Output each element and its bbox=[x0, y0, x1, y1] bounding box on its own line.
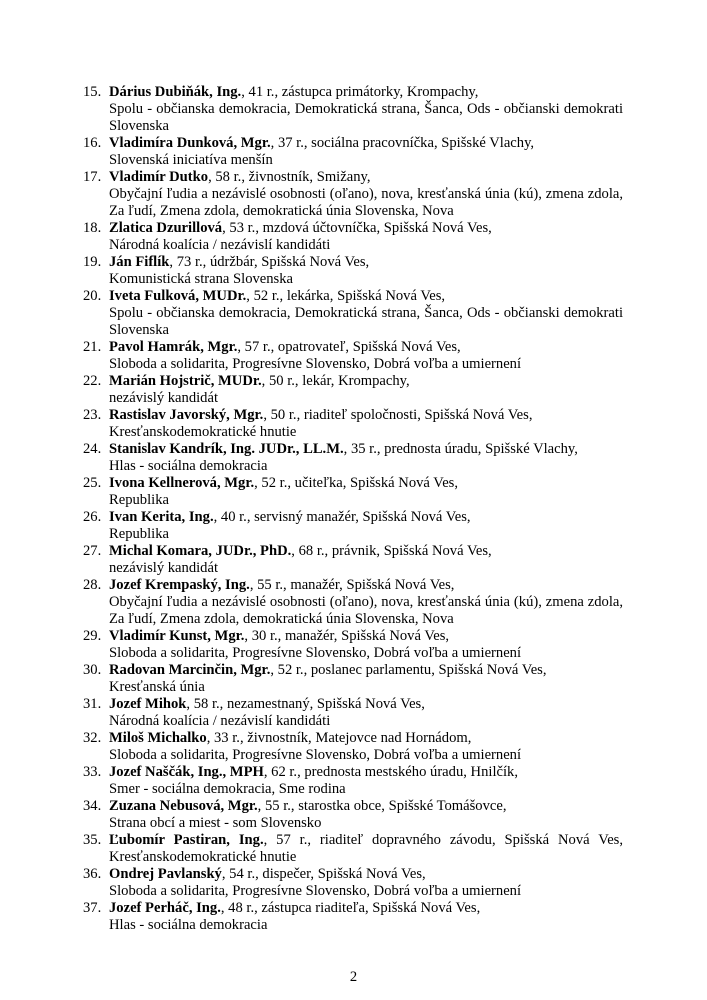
candidate-name: Vladimíra Dunková, Mgr. bbox=[109, 135, 271, 151]
candidate-affiliation: Spolu - občianska demokracia, Demokratická strana, Šanca, Ods - občianski demokrati bbox=[109, 305, 623, 321]
candidate-name: Zlatica Dzurillová bbox=[109, 220, 223, 236]
candidate-affiliation: Obyčajní ľudia a nezávislé osobnosti (oľano), nova, kresťanská únia (kú), zmena zdola, bbox=[109, 594, 623, 610]
candidate-details: , 48 r., zástupca riaditeľa, Spišská Nová Ves, bbox=[220, 900, 481, 916]
candidate-number: 18. bbox=[83, 220, 102, 236]
candidate-name: Iveta Fulková, MUDr. bbox=[109, 288, 247, 304]
candidate-name: Jozef Perháč, Ing. bbox=[109, 900, 221, 916]
candidate-name: Radovan Marcinčin, Mgr. bbox=[109, 662, 271, 678]
candidate-entry bbox=[83, 339, 623, 373]
candidate-name: Michal Komara, JUDr., PhD. bbox=[109, 543, 292, 559]
candidate-details: , 50 r., lekár, Krompachy, bbox=[261, 373, 410, 389]
candidate-entry bbox=[83, 543, 623, 577]
candidate-details: , 50 r., riaditeľ spoločnosti, Spišská Nová Ves, bbox=[263, 407, 533, 423]
candidate-number: 26. bbox=[83, 509, 102, 525]
candidate-affiliation: Kresťanská únia bbox=[109, 679, 205, 695]
candidate-entry bbox=[83, 407, 623, 441]
candidate-entry bbox=[83, 798, 623, 832]
candidate-affiliation: Spolu - občianska demokracia, Demokratická strana, Šanca, Ods - občianski demokrati bbox=[109, 101, 623, 117]
candidate-name: Jozef Naščák, Ing., MPH bbox=[109, 764, 264, 780]
candidate-details: , 52 r., lekárka, Spišská Nová Ves, bbox=[246, 288, 446, 304]
candidate-details: , 33 r., živnostník, Matejovce nad Hornádom, bbox=[206, 730, 472, 746]
candidate-affiliation: Kresťanskodemokratické hnutie bbox=[109, 849, 297, 865]
candidate-details: , 41 r., zástupca primátorky, Krompachy, bbox=[241, 84, 479, 100]
candidate-number: 21. bbox=[83, 339, 102, 355]
candidate-list bbox=[83, 84, 623, 934]
candidate-name: Zuzana Nebusová, Mgr. bbox=[109, 798, 258, 814]
candidate-details: , 62 r., prednosta mestského úradu, Hnilčík, bbox=[263, 764, 518, 780]
candidate-affiliation: nezávislý kandidát bbox=[109, 390, 219, 406]
candidate-details: , 68 r., právnik, Spišská Nová Ves, bbox=[291, 543, 492, 559]
candidate-entry bbox=[83, 373, 623, 407]
candidate-entry bbox=[83, 696, 623, 730]
candidate-entry bbox=[83, 662, 623, 696]
candidate-number: 33. bbox=[83, 764, 102, 780]
candidate-number: 37. bbox=[83, 900, 102, 916]
candidate-entry bbox=[83, 169, 623, 220]
candidate-details: , 53 r., mzdová účtovníčka, Spišská Nová Ves, bbox=[222, 220, 492, 236]
candidate-affiliation: Národná koalícia / nezávislí kandidáti bbox=[109, 237, 331, 253]
candidate-details: , 57 r., opatrovateľ, Spišská Nová Ves, bbox=[237, 339, 461, 355]
candidate-affiliation: Strana obcí a miest - som Slovensko bbox=[109, 815, 322, 831]
candidate-details: , 57 r., riaditeľ dopravného závodu, Spišská Nová Ves, bbox=[263, 832, 623, 848]
candidate-details: , 58 r., živnostník, Smižany, bbox=[208, 169, 371, 185]
candidate-affiliation: Hlas - sociálna demokracia bbox=[109, 917, 268, 933]
candidate-number: 31. bbox=[83, 696, 102, 712]
candidate-details: , 58 r., nezamestnaný, Spišská Nová Ves, bbox=[186, 696, 425, 712]
candidate-affiliation: Sloboda a solidarita, Progresívne Slovensko, Dobrá voľba a umiernení bbox=[109, 356, 522, 372]
candidate-name: Dárius Dubiňák, Ing. bbox=[109, 84, 242, 100]
candidate-name: Rastislav Javorský, Mgr. bbox=[109, 407, 264, 423]
candidate-entry bbox=[83, 577, 623, 628]
candidate-details: , 55 r., starostka obce, Spišské Tomášovce, bbox=[257, 798, 507, 814]
candidate-details: , 37 r., sociálna pracovníčka, Spišské Vlachy, bbox=[270, 135, 535, 151]
candidate-entry bbox=[83, 832, 623, 866]
candidate-details: , 35 r., prednosta úradu, Spišské Vlachy, bbox=[343, 441, 578, 457]
candidate-details: , 52 r., poslanec parlamentu, Spišská Nová Ves, bbox=[270, 662, 547, 678]
candidate-number: 20. bbox=[83, 288, 102, 304]
candidate-name: Miloš Michalko bbox=[109, 730, 207, 746]
candidate-entry bbox=[83, 135, 623, 169]
candidate-entry bbox=[83, 475, 623, 509]
page-number: 2 bbox=[349, 969, 358, 985]
candidate-number: 22. bbox=[83, 373, 102, 389]
candidate-number: 27. bbox=[83, 543, 102, 559]
candidate-affiliation: nezávislý kandidát bbox=[109, 560, 219, 576]
candidate-affiliation: Hlas - sociálna demokracia bbox=[109, 458, 268, 474]
candidate-affiliation: Komunistická strana Slovenska bbox=[109, 271, 294, 287]
candidate-affiliation: Slovenska bbox=[109, 322, 169, 338]
candidate-name: Vladimír Dutko bbox=[109, 169, 209, 185]
candidate-details: , 73 r., údržbár, Spišská Nová Ves, bbox=[169, 254, 370, 270]
candidate-entry bbox=[83, 764, 623, 798]
candidate-number: 17. bbox=[83, 169, 102, 185]
candidate-details: , 40 r., servisný manažér, Spišská Nová Ves, bbox=[213, 509, 471, 525]
candidate-number: 25. bbox=[83, 475, 102, 491]
candidate-affiliation: Kresťanskodemokratické hnutie bbox=[109, 424, 297, 440]
candidate-number: 30. bbox=[83, 662, 102, 678]
candidate-name: Marián Hojstrič, MUDr. bbox=[109, 373, 262, 389]
candidate-entry bbox=[83, 509, 623, 543]
candidate-affiliation: Za ľudí, Zmena zdola, demokratická únia Slovenska, Nova bbox=[109, 611, 454, 627]
candidate-entry bbox=[83, 628, 623, 662]
candidate-entry bbox=[83, 441, 623, 475]
candidate-entry bbox=[83, 866, 623, 900]
candidate-number: 16. bbox=[83, 135, 102, 151]
candidate-number: 36. bbox=[83, 866, 102, 882]
candidate-affiliation: Sloboda a solidarita, Progresívne Slovensko, Dobrá voľba a umiernení bbox=[109, 883, 522, 899]
candidate-number: 19. bbox=[83, 254, 102, 270]
candidate-affiliation: Sloboda a solidarita, Progresívne Slovensko, Dobrá voľba a umiernení bbox=[109, 747, 522, 763]
candidate-name: Vladimír Kunst, Mgr. bbox=[109, 628, 245, 644]
candidate-affiliation: Národná koalícia / nezávislí kandidáti bbox=[109, 713, 331, 729]
candidate-affiliation: Obyčajní ľudia a nezávislé osobnosti (oľano), nova, kresťanská únia (kú), zmena zdola, bbox=[109, 186, 623, 202]
candidate-name: Ivona Kellnerová, Mgr. bbox=[109, 475, 255, 491]
candidate-name: Ján Fiflík bbox=[109, 254, 170, 270]
candidate-name: Ivan Kerita, Ing. bbox=[109, 509, 214, 525]
candidate-number: 32. bbox=[83, 730, 102, 746]
candidate-details: , 54 r., dispečer, Spišská Nová Ves, bbox=[221, 866, 426, 882]
candidate-number: 35. bbox=[83, 832, 102, 848]
candidate-number: 23. bbox=[83, 407, 102, 423]
candidate-entry bbox=[83, 288, 623, 339]
candidate-details: , 55 r., manažér, Spišská Nová Ves, bbox=[249, 577, 455, 593]
candidate-name: Ľubomír Pastiran, Ing. bbox=[109, 832, 264, 848]
candidate-number: 15. bbox=[83, 84, 102, 100]
candidate-number: 34. bbox=[83, 798, 102, 814]
candidate-details: , 30 r., manažér, Spišská Nová Ves, bbox=[244, 628, 450, 644]
candidate-affiliation: Slovenská iniciatíva menšín bbox=[109, 152, 273, 168]
candidate-affiliation: Slovenska bbox=[109, 118, 169, 134]
candidate-entry bbox=[83, 254, 623, 288]
candidate-number: 29. bbox=[83, 628, 102, 644]
candidate-entry bbox=[83, 220, 623, 254]
candidate-number: 24. bbox=[83, 441, 102, 457]
candidate-affiliation: Smer - sociálna demokracia, Sme rodina bbox=[109, 781, 346, 797]
candidate-affiliation: Za ľudí, Zmena zdola, demokratická únia Slovenska, Nova bbox=[109, 203, 454, 219]
candidate-entry bbox=[83, 730, 623, 764]
candidate-number: 28. bbox=[83, 577, 102, 593]
candidate-affiliation: Republika bbox=[109, 526, 169, 542]
candidate-entry bbox=[83, 84, 623, 135]
candidate-name: Pavol Hamrák, Mgr. bbox=[109, 339, 238, 355]
candidate-details: , 52 r., učiteľka, Spišská Nová Ves, bbox=[254, 475, 458, 491]
candidate-name: Ondrej Pavlanský bbox=[109, 866, 222, 882]
candidate-entry bbox=[83, 900, 623, 934]
candidate-name: Stanislav Kandrík, Ing. JUDr., LL.M. bbox=[109, 441, 344, 457]
candidate-affiliation: Sloboda a solidarita, Progresívne Slovensko, Dobrá voľba a umiernení bbox=[109, 645, 522, 661]
candidate-name: Jozef Mihok bbox=[109, 696, 187, 712]
candidate-name: Jozef Krempaský, Ing. bbox=[109, 577, 250, 593]
candidate-affiliation: Republika bbox=[109, 492, 169, 508]
